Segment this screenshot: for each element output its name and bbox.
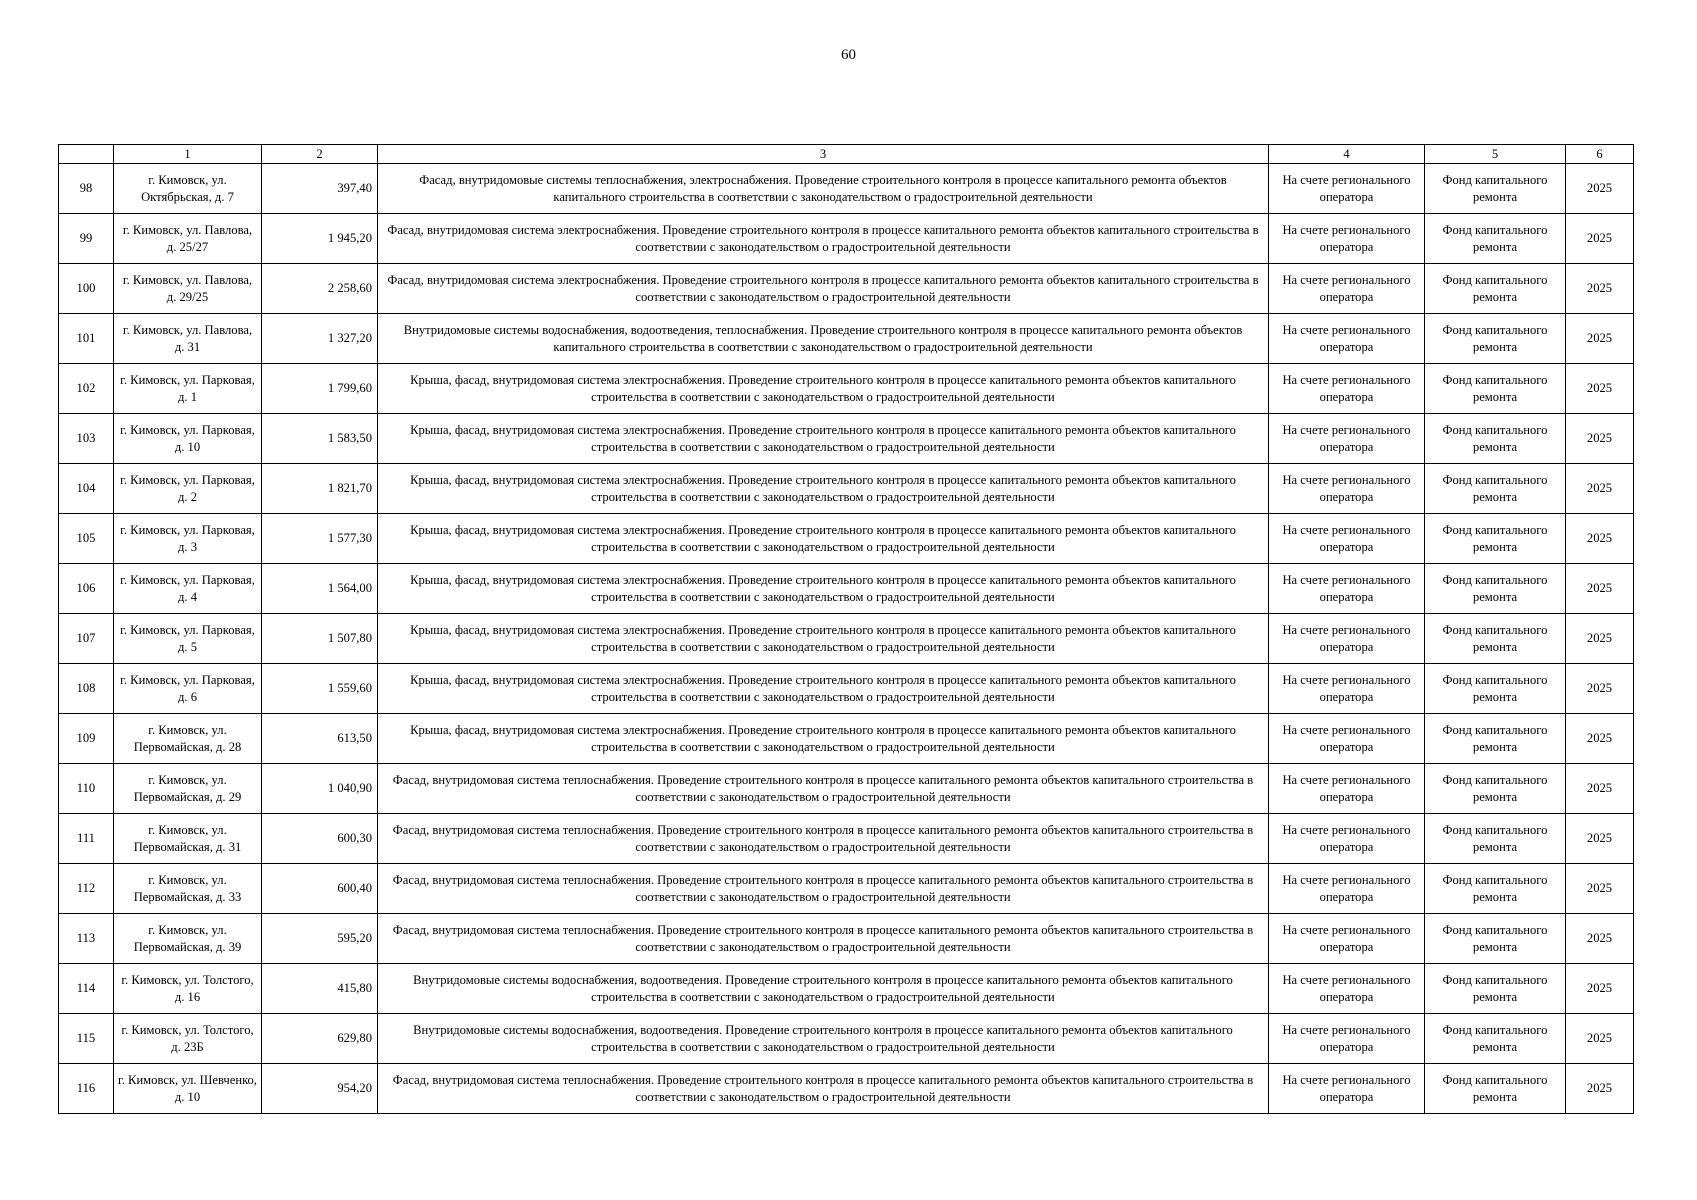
- table-body: [59, 164, 1634, 1114]
- fund-formation-method-cell: На счете регионального оператора: [1269, 914, 1425, 964]
- table-row: [59, 414, 1634, 464]
- row-number-cell: 113: [59, 914, 114, 964]
- address-cell: г. Кимовск, ул. Парковая, д. 10: [114, 414, 262, 464]
- area-cell: 1 040,90: [262, 764, 378, 814]
- table-row: [59, 514, 1634, 564]
- address-cell: г. Кимовск, ул. Первомайская, д. 31: [114, 814, 262, 864]
- row-number-cell: 99: [59, 214, 114, 264]
- year-cell: 2025: [1566, 1014, 1634, 1064]
- header-cell: [59, 145, 114, 164]
- row-number-cell: 110: [59, 764, 114, 814]
- area-cell: 613,50: [262, 714, 378, 764]
- address-cell: г. Кимовск, ул. Толстого, д. 16: [114, 964, 262, 1014]
- table-row: [59, 964, 1634, 1014]
- works-description-cell: Фасад, внутридомовая система теплоснабжения. Проведение строительного контроля в процессе капитального ремонта объектов капитального строительства в соответствии с законодательством о градостроительной деятельности: [378, 914, 1269, 964]
- year-cell: 2025: [1566, 364, 1634, 414]
- address-cell: г. Кимовск, ул. Парковая, д. 6: [114, 664, 262, 714]
- area-cell: 1 327,20: [262, 314, 378, 364]
- table-row: [59, 914, 1634, 964]
- fund-formation-method-cell: На счете регионального оператора: [1269, 514, 1425, 564]
- address-cell: г. Кимовск, ул. Шевченко, д. 10: [114, 1064, 262, 1114]
- address-cell: г. Кимовск, ул. Первомайская, д. 29: [114, 764, 262, 814]
- address-cell: г. Кимовск, ул. Первомайская, д. 28: [114, 714, 262, 764]
- page-number: 60: [841, 47, 856, 63]
- row-number-cell: 112: [59, 864, 114, 914]
- row-number-cell: 100: [59, 264, 114, 314]
- works-description-cell: Крыша, фасад, внутридомовая система электроснабжения. Проведение строительного контроля в процессе капитального ремонта объектов капитального строительства в соответствии с законодательством о градостроительной деятельности: [378, 614, 1269, 664]
- address-cell: г. Кимовск, ул. Толстого, д. 23Б: [114, 1014, 262, 1064]
- works-description-cell: Фасад, внутридомовые системы теплоснабжения, электроснабжения. Проведение строительного контроля в процессе капитального ремонта объектов капитального строительства в соответствии с законодательством о градостроительной деятельности: [378, 164, 1269, 214]
- address-cell: г. Кимовск, ул. Павлова, д. 31: [114, 314, 262, 364]
- capital-repair-table: [58, 144, 1634, 1114]
- funding-source-cell: Фонд капитального ремонта: [1425, 814, 1566, 864]
- fund-formation-method-cell: На счете регионального оператора: [1269, 1014, 1425, 1064]
- table-row: [59, 314, 1634, 364]
- works-description-cell: Фасад, внутридомовая система электроснабжения. Проведение строительного контроля в процессе капитального ремонта объектов капитального строительства в соответствии с законодательством о градостроительной деятельности: [378, 264, 1269, 314]
- funding-source-cell: Фонд капитального ремонта: [1425, 314, 1566, 364]
- table-row: [59, 364, 1634, 414]
- year-cell: 2025: [1566, 814, 1634, 864]
- table-row: [59, 564, 1634, 614]
- fund-formation-method-cell: На счете регионального оператора: [1269, 364, 1425, 414]
- fund-formation-method-cell: На счете регионального оператора: [1269, 1064, 1425, 1114]
- address-cell: г. Кимовск, ул. Октябрьская, д. 7: [114, 164, 262, 214]
- works-description-cell: Крыша, фасад, внутридомовая система электроснабжения. Проведение строительного контроля в процессе капитального ремонта объектов капитального строительства в соответствии с законодательством о градостроительной деятельности: [378, 714, 1269, 764]
- row-number-cell: 109: [59, 714, 114, 764]
- table-row: [59, 664, 1634, 714]
- table-row: [59, 764, 1634, 814]
- row-number-cell: 114: [59, 964, 114, 1014]
- funding-source-cell: Фонд капитального ремонта: [1425, 564, 1566, 614]
- funding-source-cell: Фонд капитального ремонта: [1425, 864, 1566, 914]
- funding-source-cell: Фонд капитального ремонта: [1425, 264, 1566, 314]
- table-row: [59, 814, 1634, 864]
- funding-source-cell: Фонд капитального ремонта: [1425, 364, 1566, 414]
- year-cell: 2025: [1566, 564, 1634, 614]
- fund-formation-method-cell: На счете регионального оператора: [1269, 664, 1425, 714]
- fund-formation-method-cell: На счете регионального оператора: [1269, 614, 1425, 664]
- works-description-cell: Фасад, внутридомовая система теплоснабжения. Проведение строительного контроля в процессе капитального ремонта объектов капитального строительства в соответствии с законодательством о градостроительной деятельности: [378, 814, 1269, 864]
- works-description-cell: Крыша, фасад, внутридомовая система электроснабжения. Проведение строительного контроля в процессе капитального ремонта объектов капитального строительства в соответствии с законодательством о градостроительной деятельности: [378, 414, 1269, 464]
- fund-formation-method-cell: На счете регионального оператора: [1269, 164, 1425, 214]
- fund-formation-method-cell: На счете регионального оператора: [1269, 464, 1425, 514]
- area-cell: 1 821,70: [262, 464, 378, 514]
- year-cell: 2025: [1566, 514, 1634, 564]
- row-number-cell: 115: [59, 1014, 114, 1064]
- year-cell: 2025: [1566, 264, 1634, 314]
- funding-source-cell: Фонд капитального ремонта: [1425, 714, 1566, 764]
- address-cell: г. Кимовск, ул. Парковая, д. 1: [114, 364, 262, 414]
- fund-formation-method-cell: На счете регионального оператора: [1269, 814, 1425, 864]
- address-cell: г. Кимовск, ул. Первомайская, д. 33: [114, 864, 262, 914]
- funding-source-cell: Фонд капитального ремонта: [1425, 664, 1566, 714]
- works-description-cell: Фасад, внутридомовая система теплоснабжения. Проведение строительного контроля в процессе капитального ремонта объектов капитального строительства в соответствии с законодательством о градостроительной деятельности: [378, 764, 1269, 814]
- address-cell: г. Кимовск, ул. Парковая, д. 4: [114, 564, 262, 614]
- table-row: [59, 614, 1634, 664]
- fund-formation-method-cell: На счете регионального оператора: [1269, 314, 1425, 364]
- table-row: [59, 714, 1634, 764]
- works-description-cell: Фасад, внутридомовая система электроснабжения. Проведение строительного контроля в процессе капитального ремонта объектов капитального строительства в соответствии с законодательством о градостроительной деятельности: [378, 214, 1269, 264]
- table-row: [59, 264, 1634, 314]
- header-cell: 6: [1566, 145, 1634, 164]
- table-row: [59, 1064, 1634, 1114]
- address-cell: г. Кимовск, ул. Парковая, д. 5: [114, 614, 262, 664]
- area-cell: 1 799,60: [262, 364, 378, 414]
- row-number-cell: 104: [59, 464, 114, 514]
- funding-source-cell: Фонд капитального ремонта: [1425, 464, 1566, 514]
- year-cell: 2025: [1566, 614, 1634, 664]
- area-cell: 954,20: [262, 1064, 378, 1114]
- row-number-cell: 98: [59, 164, 114, 214]
- row-number-cell: 101: [59, 314, 114, 364]
- works-description-cell: Крыша, фасад, внутридомовая система электроснабжения. Проведение строительного контроля в процессе капитального ремонта объектов капитального строительства в соответствии с законодательством о градостроительной деятельности: [378, 464, 1269, 514]
- year-cell: 2025: [1566, 314, 1634, 364]
- year-cell: 2025: [1566, 664, 1634, 714]
- works-description-cell: Фасад, внутридомовая система теплоснабжения. Проведение строительного контроля в процессе капитального ремонта объектов капитального строительства в соответствии с законодательством о градостроительной деятельности: [378, 864, 1269, 914]
- header-cell: 4: [1269, 145, 1425, 164]
- table-row: [59, 164, 1634, 214]
- funding-source-cell: Фонд капитального ремонта: [1425, 514, 1566, 564]
- address-cell: г. Кимовск, ул. Павлова, д. 25/27: [114, 214, 262, 264]
- works-description-cell: Внутридомовые системы водоснабжения, водоотведения, теплоснабжения. Проведение строительного контроля в процессе капитального ремонта объектов капитального строительства в соответствии с законодательством о градостроительной деятельности: [378, 314, 1269, 364]
- area-cell: 629,80: [262, 1014, 378, 1064]
- funding-source-cell: Фонд капитального ремонта: [1425, 614, 1566, 664]
- funding-source-cell: Фонд капитального ремонта: [1425, 964, 1566, 1014]
- row-number-cell: 106: [59, 564, 114, 614]
- table-row: [59, 214, 1634, 264]
- fund-formation-method-cell: На счете регионального оператора: [1269, 564, 1425, 614]
- funding-source-cell: Фонд капитального ремонта: [1425, 1064, 1566, 1114]
- fund-formation-method-cell: На счете регионального оператора: [1269, 714, 1425, 764]
- year-cell: 2025: [1566, 464, 1634, 514]
- area-cell: 600,40: [262, 864, 378, 914]
- funding-source-cell: Фонд капитального ремонта: [1425, 1014, 1566, 1064]
- works-description-cell: Крыша, фасад, внутридомовая система электроснабжения. Проведение строительного контроля в процессе капитального ремонта объектов капитального строительства в соответствии с законодательством о градостроительной деятельности: [378, 564, 1269, 614]
- year-cell: 2025: [1566, 964, 1634, 1014]
- year-cell: 2025: [1566, 164, 1634, 214]
- row-number-cell: 111: [59, 814, 114, 864]
- area-cell: 1 507,80: [262, 614, 378, 664]
- funding-source-cell: Фонд капитального ремонта: [1425, 764, 1566, 814]
- address-cell: г. Кимовск, ул. Павлова, д. 29/25: [114, 264, 262, 314]
- works-description-cell: Внутридомовые системы водоснабжения, водоотведения. Проведение строительного контроля в процессе капитального ремонта объектов капитального строительства в соответствии с законодательством о градостроительной деятельности: [378, 964, 1269, 1014]
- row-number-cell: 108: [59, 664, 114, 714]
- funding-source-cell: Фонд капитального ремонта: [1425, 414, 1566, 464]
- area-cell: 1 583,50: [262, 414, 378, 464]
- year-cell: 2025: [1566, 914, 1634, 964]
- area-cell: 415,80: [262, 964, 378, 1014]
- funding-source-cell: Фонд капитального ремонта: [1425, 214, 1566, 264]
- header-cell: 5: [1425, 145, 1566, 164]
- area-cell: 600,30: [262, 814, 378, 864]
- address-cell: г. Кимовск, ул. Парковая, д. 3: [114, 514, 262, 564]
- area-cell: 2 258,60: [262, 264, 378, 314]
- fund-formation-method-cell: На счете регионального оператора: [1269, 414, 1425, 464]
- area-cell: 595,20: [262, 914, 378, 964]
- fund-formation-method-cell: На счете регионального оператора: [1269, 214, 1425, 264]
- area-cell: 1 577,30: [262, 514, 378, 564]
- year-cell: 2025: [1566, 1064, 1634, 1114]
- header-cell: 1: [114, 145, 262, 164]
- works-description-cell: Внутридомовые системы водоснабжения, водоотведения. Проведение строительного контроля в процессе капитального ремонта объектов капитального строительства в соответствии с законодательством о градостроительной деятельности: [378, 1014, 1269, 1064]
- fund-formation-method-cell: На счете регионального оператора: [1269, 264, 1425, 314]
- area-cell: 397,40: [262, 164, 378, 214]
- fund-formation-method-cell: На счете регионального оператора: [1269, 864, 1425, 914]
- works-description-cell: Крыша, фасад, внутридомовая система электроснабжения. Проведение строительного контроля в процессе капитального ремонта объектов капитального строительства в соответствии с законодательством о градостроительной деятельности: [378, 364, 1269, 414]
- table-row: [59, 464, 1634, 514]
- year-cell: 2025: [1566, 414, 1634, 464]
- address-cell: г. Кимовск, ул. Первомайская, д. 39: [114, 914, 262, 964]
- row-number-cell: 102: [59, 364, 114, 414]
- works-description-cell: Крыша, фасад, внутридомовая система электроснабжения. Проведение строительного контроля в процессе капитального ремонта объектов капитального строительства в соответствии с законодательством о градостроительной деятельности: [378, 664, 1269, 714]
- address-cell: г. Кимовск, ул. Парковая, д. 2: [114, 464, 262, 514]
- row-number-cell: 103: [59, 414, 114, 464]
- year-cell: 2025: [1566, 214, 1634, 264]
- row-number-cell: 116: [59, 1064, 114, 1114]
- works-description-cell: Крыша, фасад, внутридомовая система электроснабжения. Проведение строительного контроля в процессе капитального ремонта объектов капитального строительства в соответствии с законодательством о градостроительной деятельности: [378, 514, 1269, 564]
- table-row: [59, 864, 1634, 914]
- fund-formation-method-cell: На счете регионального оператора: [1269, 964, 1425, 1014]
- table-header-row: [59, 145, 1634, 164]
- row-number-cell: 107: [59, 614, 114, 664]
- year-cell: 2025: [1566, 714, 1634, 764]
- fund-formation-method-cell: На счете регионального оператора: [1269, 764, 1425, 814]
- year-cell: 2025: [1566, 864, 1634, 914]
- header-cell: 3: [378, 145, 1269, 164]
- table-row: [59, 1014, 1634, 1064]
- row-number-cell: 105: [59, 514, 114, 564]
- works-description-cell: Фасад, внутридомовая система теплоснабжения. Проведение строительного контроля в процессе капитального ремонта объектов капитального строительства в соответствии с законодательством о градостроительной деятельности: [378, 1064, 1269, 1114]
- area-cell: 1 559,60: [262, 664, 378, 714]
- year-cell: 2025: [1566, 764, 1634, 814]
- header-cell: 2: [262, 145, 378, 164]
- area-cell: 1 564,00: [262, 564, 378, 614]
- area-cell: 1 945,20: [262, 214, 378, 264]
- funding-source-cell: Фонд капитального ремонта: [1425, 914, 1566, 964]
- funding-source-cell: Фонд капитального ремонта: [1425, 164, 1566, 214]
